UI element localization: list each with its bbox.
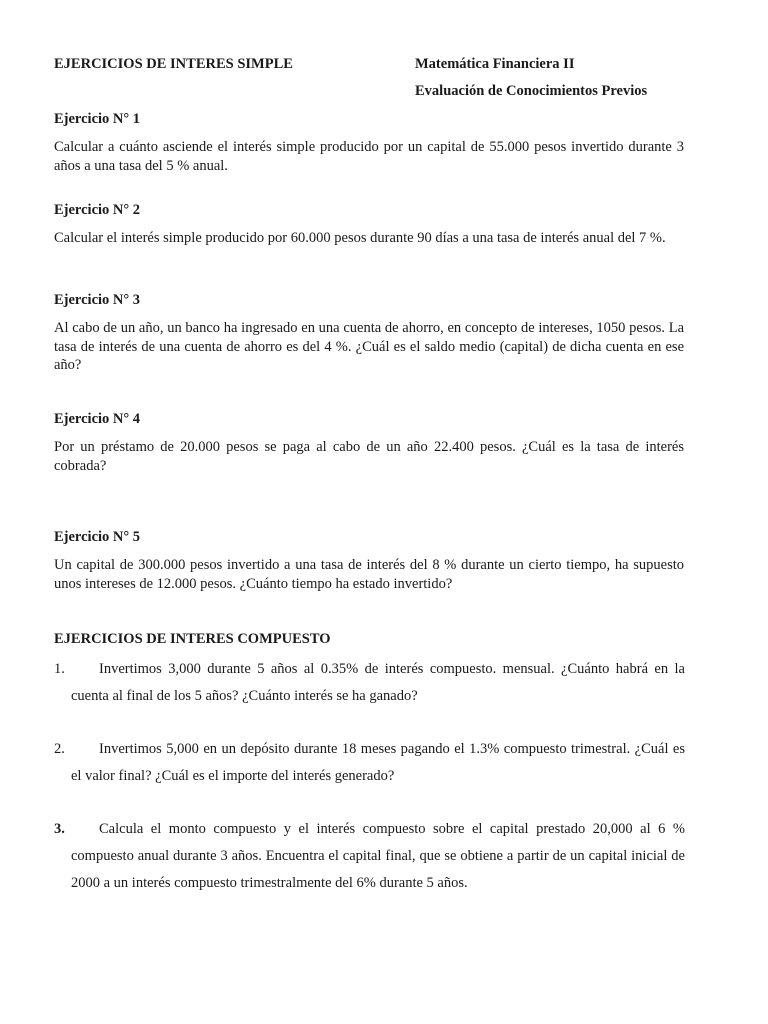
- exercise-text: Un capital de 300.000 pesos invertido a una tasa de interés del 8 % durante un cierto tiempo, ha supuesto unos intereses de 12.000 pesos. ¿Cuánto tiempo ha estado invertido?: [54, 557, 684, 592]
- list-item-number: 2.: [54, 741, 65, 757]
- list-item-number: 3.: [54, 821, 65, 837]
- exercise-text: Por un préstamo de 20.000 pesos se paga al cabo de un año 22.400 pesos. ¿Cuál es la tasa de interés cobrada?: [54, 439, 684, 474]
- list-item-text: Invertimos 5,000 en un depósito durante 18 meses pagando el 1.3% compuesto trimestral. ¿Cuál es el valor final? ¿Cuál es el importe del interés generado?: [71, 741, 685, 784]
- exercise-heading: Ejercicio N° 5: [54, 529, 141, 545]
- section-title: EJERCICIOS DE INTERES COMPUESTO: [54, 631, 331, 647]
- exercise-text: Calcular el interés simple producido por 60.000 pesos durante 90 días a una tasa de interés anual del 7 %.: [54, 230, 666, 246]
- document-title: EJERCICIOS DE INTERES SIMPLE: [54, 56, 293, 72]
- exercise-heading: Ejercicio N° 2: [54, 202, 141, 218]
- list-item-number: 1.: [54, 661, 65, 677]
- exercise-heading: Ejercicio N° 4: [54, 411, 141, 427]
- list-item-text: Invertimos 3,000 durante 5 años al 0.35% de interés compuesto. mensual. ¿Cuánto habrá en la cuenta al final de los 5 años? ¿Cuánto interés se ha ganado?: [71, 661, 685, 704]
- exercise-heading: Ejercicio N° 3: [54, 292, 141, 308]
- evaluation-title: Evaluación de Conocimientos Previos: [415, 83, 648, 99]
- course-name: Matemática Financiera II: [415, 56, 575, 72]
- exercise-text: Al cabo de un año, un banco ha ingresado en una cuenta de ahorro, en concepto de intereses, 1050 pesos. La tasa de interés de una cuenta de ahorro es del 4 %. ¿Cuál es el saldo medio (capital) de dicha cuenta en ese año?: [54, 320, 684, 373]
- exercise-heading: Ejercicio N° 1: [54, 111, 141, 127]
- list-item-text: Calcula el monto compuesto y el interés compuesto sobre el capital prestado 20,000 al 6 % compuesto anual durante 3 años. Encuentra el capital final, que se obtiene a partir de un capital inicial de 2000 a un interés compuesto trimestralmente del 6% durante 5 años.: [71, 821, 685, 891]
- exercise-text: Calcular a cuánto asciende el interés simple producido por un capital de 55.000 pesos invertido durante 3 años a una tasa del 5 % anual.: [54, 139, 684, 174]
